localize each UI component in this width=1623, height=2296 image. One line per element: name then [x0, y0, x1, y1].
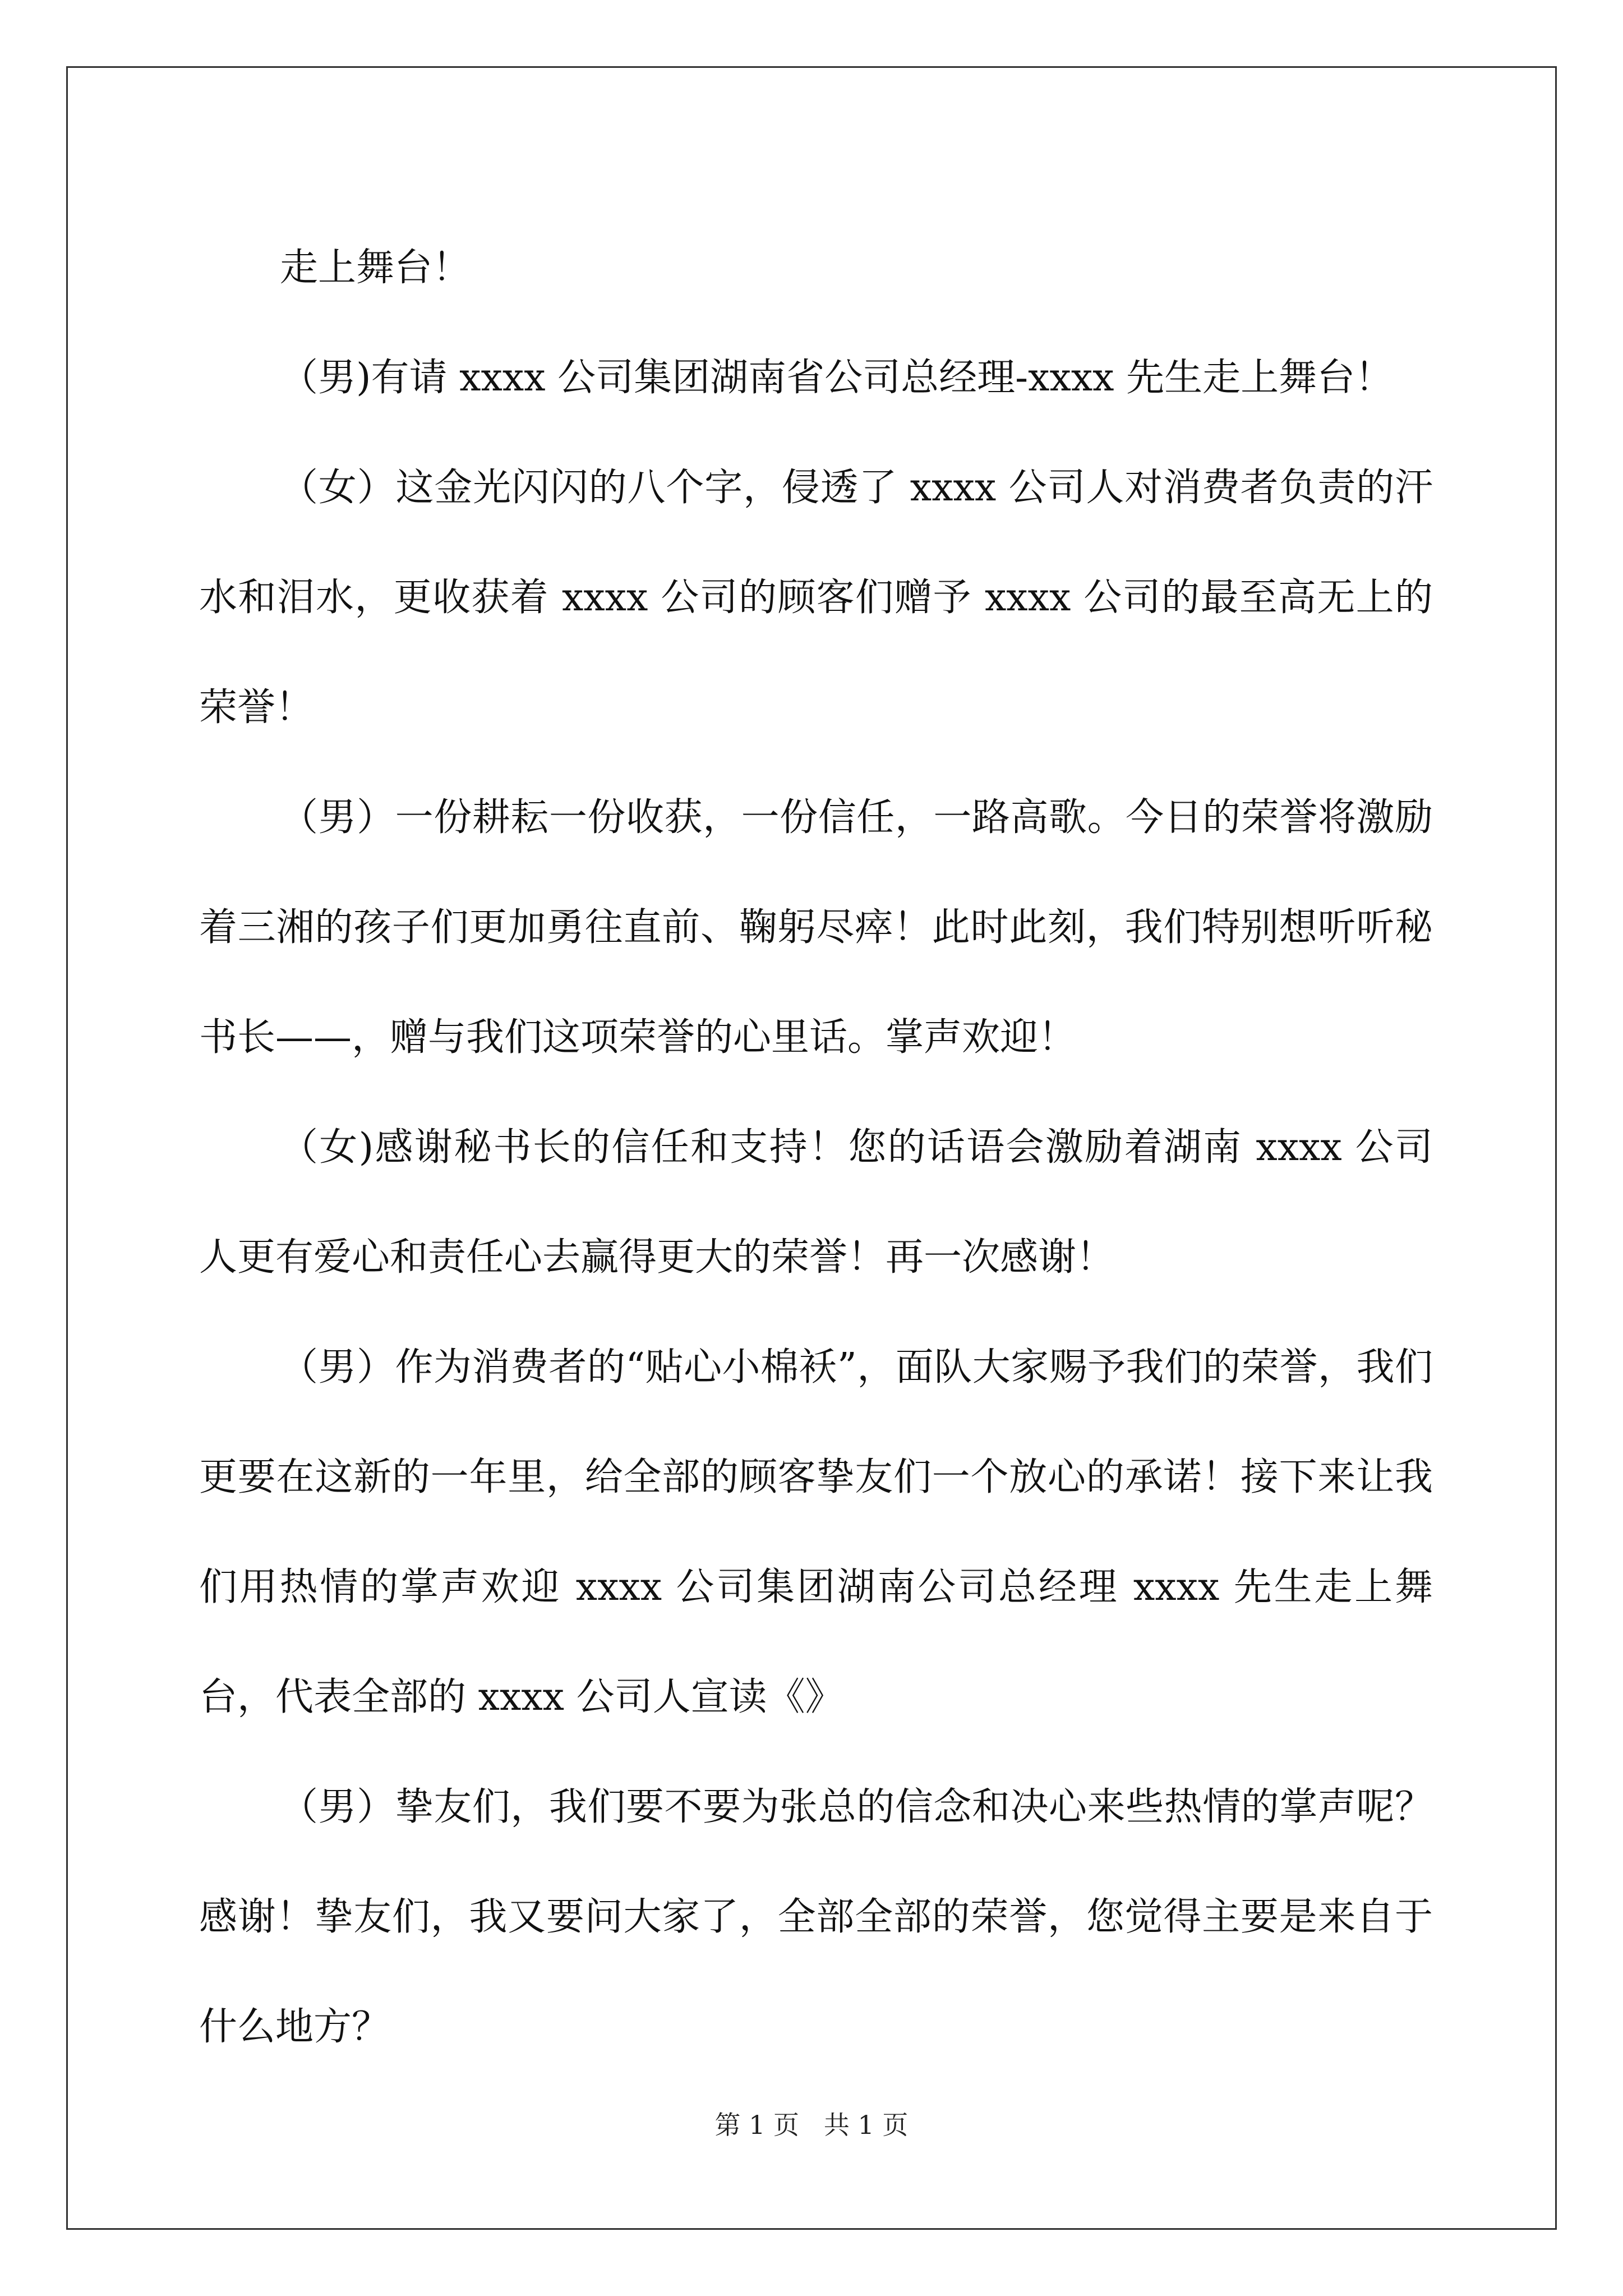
paragraph: （男）挚友们，我们要不要为张总的信念和决心来些热情的掌声呢？感谢！挚友们，我又要问大家了，全部全部的荣誉，您觉得主要是来自于什么地方？	[199, 1785, 1433, 2049]
paragraph: （女）这金光闪闪的八个字，侵透了 xxxx 公司人对消费者负责的汗水和泪水，更收获着 xxxx 公司的顾客们赠予 xxxx 公司的最至高无上的荣誉！	[199, 466, 1433, 730]
paragraph: （男）作为消费者的“贴心小棉袄”，面队大家赐予我们的荣誉，我们更要在这新的一年里，给全部的顾客挚友们一个放心的承诺！接下来让我们用热情的掌声欢迎 xxxx 公司集团湖南公司总经理 xxxx 先生走上舞台，代表全部的 xxxx 公司人宣读《》	[199, 1345, 1433, 1719]
paragraph: 走上舞台！	[280, 246, 471, 290]
paragraph: （男)有请 xxxx 公司集团湖南省公司总经理-xxxx 先生走上舞台！	[280, 356, 1394, 400]
paragraph: （男）一份耕耘一份收获，一份信任，一路高歌。今日的荣誉将激励着三湘的孩子们更加勇往直前、鞠躬尽瘁！此时此刻，我们特别想听听秘书长——，赠与我们这项荣誉的心里话。掌声欢迎！	[199, 795, 1433, 1060]
page-number-label: 第 1 页 共 1 页	[714, 2110, 909, 2140]
document-body	[199, 213, 1433, 2082]
page-footer	[0, 2108, 1623, 2142]
paragraph: （女)感谢秘书长的信任和支持！您的话语会激励着湖南 xxxx 公司人更有爱心和责任心去赢得更大的荣誉！再一次感谢！	[199, 1125, 1433, 1280]
